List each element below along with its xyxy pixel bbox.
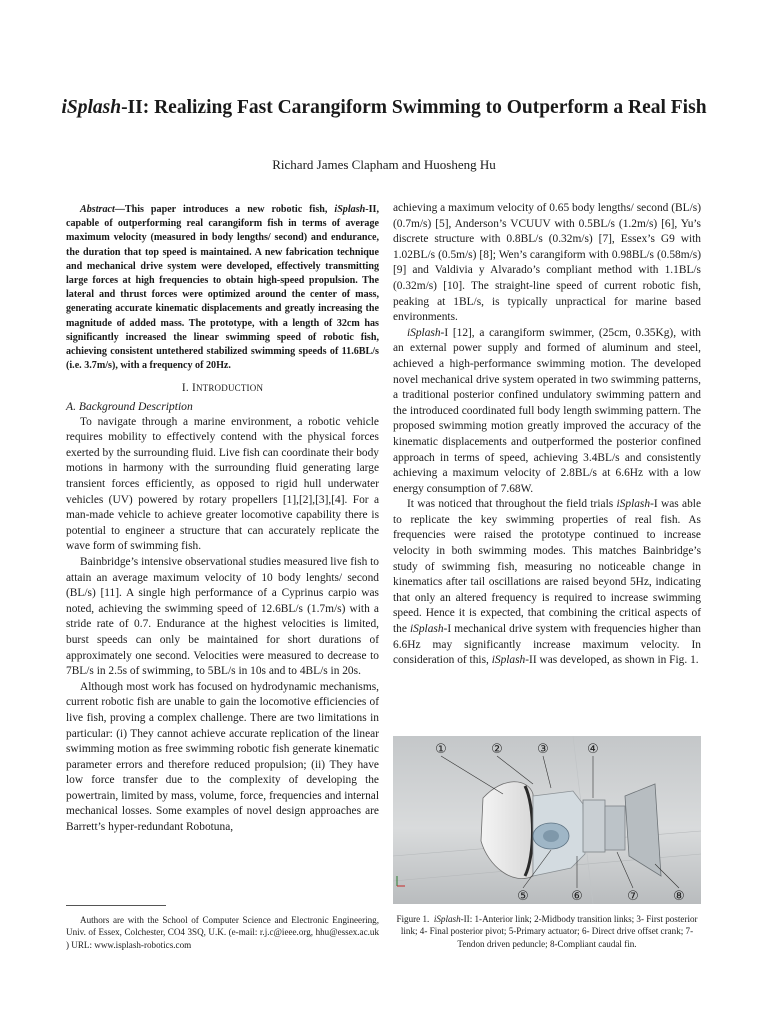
title-italic-name: iSplash (61, 97, 122, 118)
figure-1-render (393, 736, 701, 904)
figure-marker-6: ⑥ (571, 889, 583, 904)
paragraph: achieving a maximum velocity of 0.65 body lengths/ second (BL/s) (0.7m/s) [5], Anderson’s VCUUV with 0.5BL/s (1.2m/s) [6], Yu’s discrete structure with 0.8BL/s (0.32m/s) [7], Essex’s G9 with 1.02BL/s (0.5m/s) [8]; Wen’s carangiform with 0.98BL/s (0.58m/s) [9] and Valdivia y Alvarado’s compliant method with 1.1BL/s (0.32m/s) [10]. The straight-line speed of current robotic fish, peaking at 1BL/s, is typically unpractical for marine based environments. (393, 202, 701, 324)
paragraph-text: -II was developed, as shown in Fig. 1. (525, 654, 699, 667)
paragraph (393, 326, 701, 498)
abstract-label: Abstract (80, 204, 115, 215)
authors: Richard James Clapham and Huosheng Hu (272, 157, 496, 172)
caption-text: -II: 1-Anterior link; 2-Midbody transition links; 3- First posterior link; 4- Final posterior pivot; 5-Primary actuator; 6- Direct drive offset crank; 7- Tendon driven peduncle; 8-Compliant caudal fin. (400, 914, 698, 949)
paper-title (40, 94, 728, 121)
isplash-name: iSplash (407, 326, 441, 339)
isplash-name: iSplash (616, 498, 651, 511)
abstract (66, 203, 379, 373)
figure-marker-3: ③ (537, 742, 549, 757)
footnote-rule (66, 905, 166, 906)
caption-label: Figure 1. (396, 914, 430, 924)
paragraph (393, 497, 701, 669)
abstract-text: -II, capable of outperforming real carangiform fish in terms of average maximum velocity (measured in body lengths/ second) and endurance, the duration that top speed is maintained. A new fabrication technique and mechanical drive system were developed, effectively transmitting large forces at high frequencies to obtain high-speed propulsion. The lateral and thrust forces were optimized around the center of mass, generating accurate kinematic displacements and greatly increasing the magnitude of added mass. The prototype, with a length of 32cm has significantly increased the linear swimming speed of robotic fish, achieving consistent untethered stabilized swimming speeds of 11.6BL/s (i.e. 3.7m/s), with a frequency of 20Hz. (66, 204, 379, 372)
left-column (66, 203, 379, 836)
figure-marker-5: ⑤ (517, 889, 529, 904)
title-text: -II: Realizing Fast Carangiform Swimming to Outperform a Real Fish (121, 97, 707, 118)
actuator-core (543, 830, 559, 842)
subsection-heading-background: A. Background Description (66, 400, 193, 414)
right-column (393, 201, 701, 669)
section-first-letter: I (191, 382, 196, 395)
paragraph-text: -I [12], a carangiform swimmer, (25cm, 0.35Kg), with an external power supply and formed of aluminum and steel, achieved a high-performance swimming motion. The developed novel mechanical drive system operated in two swimming patterns, a traditional posterior confined undulatory swimming pattern and the introduced coordinated full body length swimming pattern. The proposed swimming motion greatly improved the accuracy of the kinematic displacements and outperformed the posterior confined approach in terms of speed, achieving 3.4BL/s and consistently achieving a maximum velocity of 2.8BL/s at 6.6Hz with a low energy consumption of 7.68W. (393, 326, 701, 495)
paragraph: Bainbridge’s intensive observational studies measured live fish to attain an average maximum velocity of 10 body lenghts/ second (BL/s) [11]. A single high performance of a Cyprinus carpio was noted, achieving the swimming speed of 12.6BL/s (1.7m/s) with a stride rate of 0.7. Endurance at the highest velocities is limited, burst speeds can only be maintained for short durations of approximately one second. Velocities were measured to decrease to 7BL/s in 2.5s of swimming, to 5BL/s in 10s and to 4BL/s in 20s. (66, 555, 379, 678)
peduncle (605, 806, 625, 850)
figure-marker-4: ④ (587, 742, 599, 757)
figure-marker-1: ① (435, 742, 447, 757)
abstract-fish-name: iSplash (334, 204, 366, 215)
footnote: Authors are with the School of Computer Science and Electronic Engineering, Univ. of Essex, Colchester, CO4 3SQ, U.K. (e-mail: r.j.c@ieee.org, hhu@essex.ac.uk ) URL: www.isplash-robotics.com (66, 915, 379, 950)
paragraph-text: -I was able to replicate the key swimming properties of real fish. As frequencies were raised the prototype continued to increase velocity in both swimming modes. This matches Bainbridge’s study of swimming fish, measuring no noticeable change in kinematics after tail oscillations are raised beyond 5Hz, indicating that only an altered frequency is required to increase swimming speed. Hence it is expected, that combining the critical aspects of the (393, 498, 702, 636)
section-heading-introduction (66, 381, 379, 397)
isplash-name: iSplash (410, 623, 444, 636)
figure-marker-8: ⑧ (673, 889, 685, 904)
paragraph: Although most work has focused on hydrodynamic mechanisms, current robotic fish are unable to gain the locomotive efficiencies of live fish, proving a complex challenge. There are two limitations in particular: (i) They cannot achieve accurate replication of the linear swimming motion as free swimming robotic fish generate kinematic parameter errors and therefore reduced propulsion; (ii) They have low force transfer due to the complexity of developing the powertrain, limited by mass, volume, force, frequencies and internal mechanical losses. Some examples of novel design approaches are Barrett’s hyper-redundant Robotuna, (66, 680, 379, 834)
figure-marker-2: ② (491, 742, 503, 757)
isplash-name: iSplash (491, 654, 526, 667)
caption-name: iSplash (433, 914, 461, 924)
abstract-dash-text: —This paper introduces a new robotic fish, (114, 204, 335, 215)
robot-fish-illustration (393, 736, 701, 904)
paragraph-text: -I mechanical drive system with frequencies higher than 6.6Hz may significantly increase maximum velocity. In consideration of this, (393, 623, 701, 667)
posterior-link (583, 800, 605, 852)
paragraph-text: It was noticed that throughout the field trials (407, 498, 617, 511)
paragraph: To navigate through a marine environment, a robotic vehicle requires mobility to effectively contend with the physical forces exerted by the surrounding fluid. Live fish can coordinate their body motions in harmony with the surrounding fluid generating large transient forces efficiently, as opposed to rigid hull underwater vehicles (UV) powered by rotary propellers [1],[2],[3],[4]. For a man-made vehicle to achieve greater locomotive capability there is potential to engineer a structure that can accurately replicate the wave form of swimming fish. (66, 415, 379, 553)
figure-marker-7: ⑦ (627, 889, 639, 904)
section-numeral: I. (181, 382, 189, 395)
figure-caption (393, 913, 701, 950)
section-title-rest: NTRODUCTION (195, 383, 264, 394)
